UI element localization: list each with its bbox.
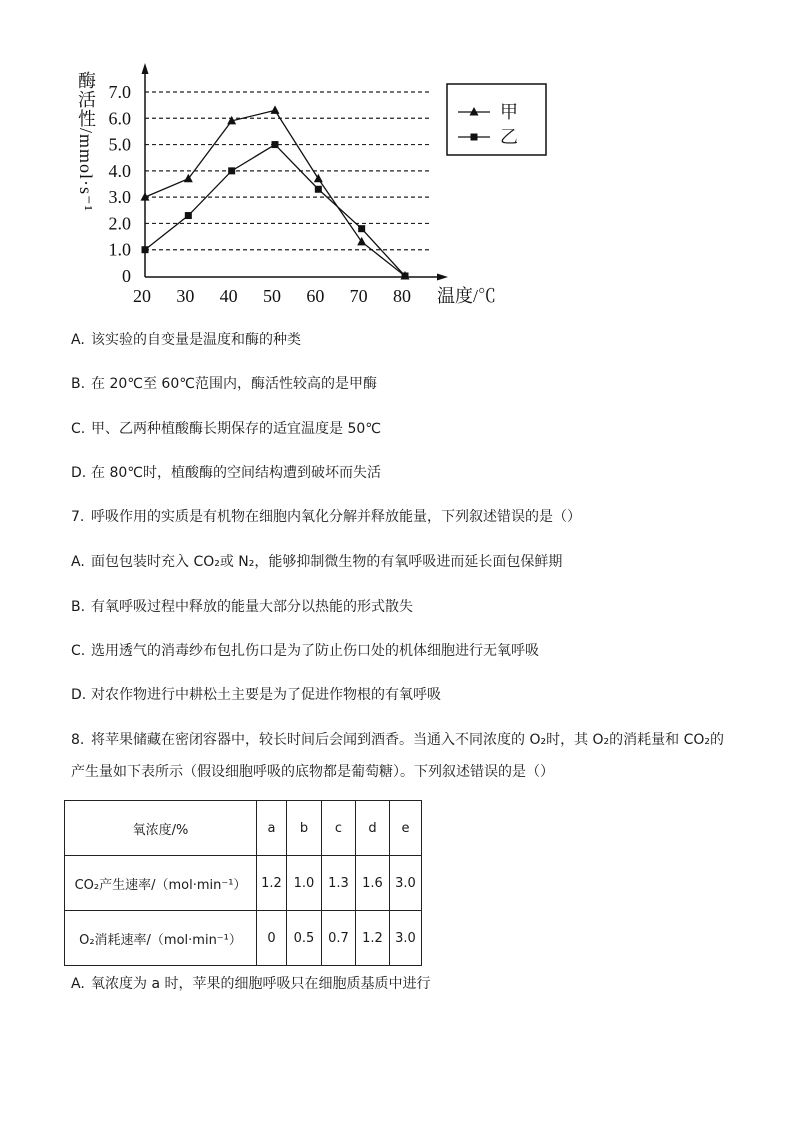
y-tick-label: 4.0 [108, 160, 131, 181]
enzyme-activity-chart [0, 0, 794, 320]
table-row [65, 856, 422, 911]
table-header-cell: c [322, 801, 356, 856]
q6-option-a [71, 330, 301, 350]
y-tick-label: 3.0 [108, 187, 131, 208]
option-text: 该实验的自变量是温度和酶的种类 [91, 332, 301, 348]
x-axis-label: 温度/℃ [437, 286, 497, 306]
series-2-point [315, 186, 322, 193]
table-row-label: O₂消耗速率/（mol·min⁻¹） [65, 911, 257, 966]
q7-option-b [71, 597, 413, 617]
option-text: 有氧呼吸过程中释放的能量大部分以热能的形式散失 [91, 599, 413, 615]
legend-2-marker [471, 134, 478, 141]
y-tick-label: 1.0 [108, 239, 131, 260]
option-text: 在 20℃至 60℃范围内，酶活性较高的是甲酶 [91, 376, 377, 392]
q7-stem [71, 507, 581, 527]
q6-option-b [71, 374, 377, 394]
table-cell: 3.0 [390, 911, 422, 966]
option-label: B. [71, 599, 86, 615]
table-header-cell: b [287, 801, 322, 856]
table-row-label: CO₂产生速率/（mol·min⁻¹） [65, 856, 257, 911]
table-header-cell: e [390, 801, 422, 856]
option-label: A. [71, 332, 85, 348]
q7-option-c [71, 641, 539, 661]
series-1-point [314, 174, 323, 183]
x-tick-label: 20 [133, 286, 151, 306]
option-text: 在 80℃时，植酸酶的空间结构遭到破坏而失活 [91, 465, 381, 481]
y-tick-label: 6.0 [108, 108, 131, 129]
gridlines [145, 92, 431, 250]
table-cell: 1.3 [322, 856, 356, 911]
series-2-point [142, 246, 149, 253]
y-tick-label: 2.0 [108, 213, 131, 234]
y-tick-labels [109, 82, 132, 286]
series-2-line [145, 145, 405, 276]
table-cell: 0 [257, 911, 287, 966]
series-2-point [358, 225, 365, 232]
table-cell: 3.0 [390, 856, 422, 911]
question-text: 产生量如下表所示（假设细胞呼吸的底物都是葡萄糖）。下列叙述错误的是（） [71, 764, 554, 780]
option-label: A. [71, 554, 85, 570]
legend-1-marker [470, 107, 479, 116]
y-axis-arrow [142, 63, 149, 74]
q8-stem-line-1 [71, 730, 724, 750]
x-axis-arrow [437, 274, 448, 281]
oxygen-concentration-table [64, 800, 422, 966]
legend-box [447, 84, 546, 155]
x-tick-labels [133, 286, 411, 306]
option-text: 对农作物进行中耕松土主要是为了促进作物根的有氧呼吸 [91, 687, 441, 703]
series-1-line [145, 110, 405, 276]
option-text: 氧浓度为 a 时，苹果的细胞呼吸只在细胞质基质中进行 [91, 976, 431, 992]
y-tick-label: 0 [122, 266, 131, 286]
option-label: D. [71, 687, 87, 703]
q6-option-d [71, 463, 381, 483]
y-tick-label: 7.0 [108, 82, 131, 102]
legend-2-label: 乙 [500, 127, 518, 147]
question-text: 呼吸作用的实质是有机物在细胞内氧化分解并释放能量，下列叙述错误的是（） [91, 509, 581, 525]
q8-stem-line-2 [71, 762, 554, 782]
table-cell: 1.0 [287, 856, 322, 911]
q8-option-a [71, 974, 430, 994]
option-label: D. [71, 465, 87, 481]
q6-option-c [71, 419, 381, 439]
table-header-cell: d [356, 801, 390, 856]
option-text: 甲、乙两种植酸酶长期保存的适宜温度是 50℃ [91, 421, 381, 437]
series-2-point [228, 167, 235, 174]
question-text: 将苹果储藏在密闭容器中，较长时间后会闻到酒香。当通入不同浓度的 O₂时，其 O₂的消耗量和 CO₂的 [91, 732, 725, 748]
table-row [65, 911, 422, 966]
table-cell: 0.5 [287, 911, 322, 966]
x-tick-label: 70 [349, 286, 368, 306]
option-label: C. [71, 643, 86, 659]
y-axis-label: 酶活性/mmol·s⁻¹ [76, 71, 96, 212]
table-cell: 1.2 [356, 911, 390, 966]
x-tick-label: 80 [393, 286, 411, 306]
table-header-cell: a [257, 801, 287, 856]
series-2-point [185, 212, 192, 219]
question-number: 8. [71, 732, 85, 748]
x-tick-label: 50 [263, 286, 281, 306]
legend-1-label: 甲 [500, 102, 518, 122]
x-tick-label: 60 [306, 286, 325, 306]
option-text: 面包包装时充入 CO₂或 N₂，能够抑制微生物的有氧呼吸进而延长面包保鲜期 [91, 554, 563, 570]
x-tick-label: 30 [176, 286, 195, 306]
option-text: 选用透气的消毒纱布包扎伤口是为了防止伤口处的机体细胞进行无氧呼吸 [91, 643, 539, 659]
option-label: A. [71, 976, 85, 992]
option-label: B. [71, 376, 86, 392]
option-label: C. [71, 421, 86, 437]
series-2-point [272, 141, 279, 148]
table-header-cell: 氧浓度/% [65, 801, 257, 856]
table-header-row [65, 801, 422, 856]
q7-option-d [71, 685, 441, 705]
q7-option-a [71, 552, 562, 572]
legend-items [458, 102, 518, 147]
table-cell: 1.6 [356, 856, 390, 911]
y-tick-label: 5.0 [108, 134, 131, 155]
x-tick-label: 40 [219, 286, 238, 306]
series-2-point [402, 273, 409, 280]
question-number: 7. [71, 509, 85, 525]
legend [447, 84, 546, 155]
table-cell: 0.7 [322, 911, 356, 966]
series-group [141, 105, 410, 279]
table-cell: 1.2 [257, 856, 287, 911]
series-1-point [271, 105, 280, 114]
